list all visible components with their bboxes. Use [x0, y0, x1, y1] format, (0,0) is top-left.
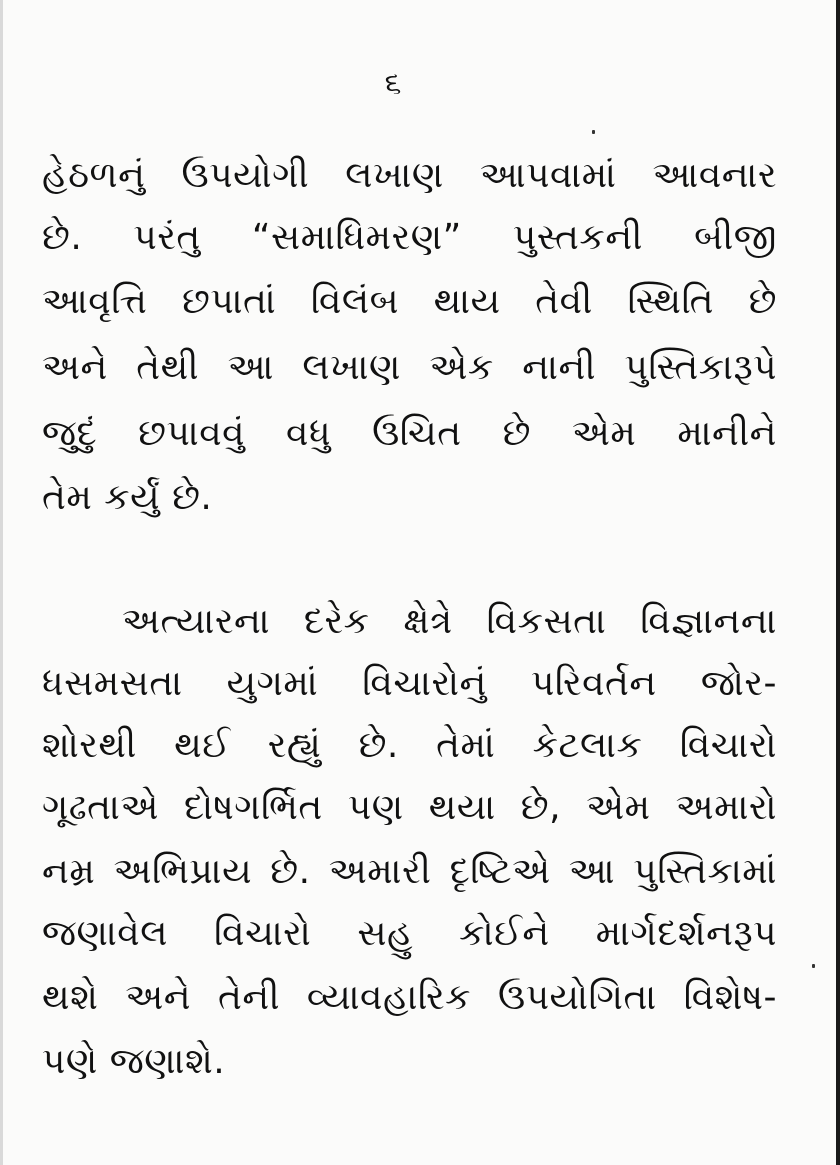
paragraph-2-line-1: અત્યારના દરેક ક્ષેત્રે વિકસતા વિજ્ઞાનના — [122, 601, 777, 642]
paragraph-1-line-6: તેમ કર્યું છે. — [42, 477, 213, 518]
scan-speck — [592, 130, 595, 134]
paragraph-2-line-7: થશે અને તેની વ્યાવહારિક ઉપયોગિતા વિશેષ- — [42, 977, 777, 1018]
page-number: ૬ — [384, 66, 402, 101]
paragraph-2-line-8: પણે જણાશે. — [42, 1041, 226, 1082]
paragraph-2-line-3: શોરથી થઈ રહ્યું છે. તેમાં કેટલાક વિચારો — [42, 725, 777, 766]
paragraph-1-line-4: અને તેથી આ લખાણ એક નાની પુસ્તિકારૂપે — [42, 347, 777, 388]
page-left-edge — [0, 0, 3, 1165]
paragraph-2-line-6: જણાવેલ વિચારો સહુ કોઈને માર્ગદર્શનરૂપ — [42, 913, 777, 954]
paragraph-1-line-2: છે. પરંતુ “સમાધિમરણ” પુસ્તકની બીજી — [42, 217, 777, 258]
paragraph-1-line-3: આવૃત્તિ છપાતાં વિલંબ થાય તેવી સ્થિતિ છે — [42, 281, 777, 322]
paragraph-2-line-2: ધસમસતા યુગમાં વિચારોનું પરિવર્તન જોર- — [42, 663, 777, 704]
paragraph-2-line-4: ગૂઢતાએ દોષગર્ભિત પણ થયા છે, એમ અમારો — [42, 787, 777, 828]
scan-speck — [812, 964, 815, 968]
paragraph-1-line-1: હેઠળનું ઉપયોગી લખાણ આપવામાં આવનાર — [42, 155, 777, 196]
paragraph-1-line-5: જુદું છપાવવું વધુ ઉચિત છે એમ માનીને — [42, 413, 777, 454]
paragraph-2-line-5: નમ્ર અભિપ્રાય છે. અમારી દૃષ્ટિએ આ પુસ્તિકામાં — [42, 851, 777, 892]
page-right-edge — [836, 0, 840, 1165]
